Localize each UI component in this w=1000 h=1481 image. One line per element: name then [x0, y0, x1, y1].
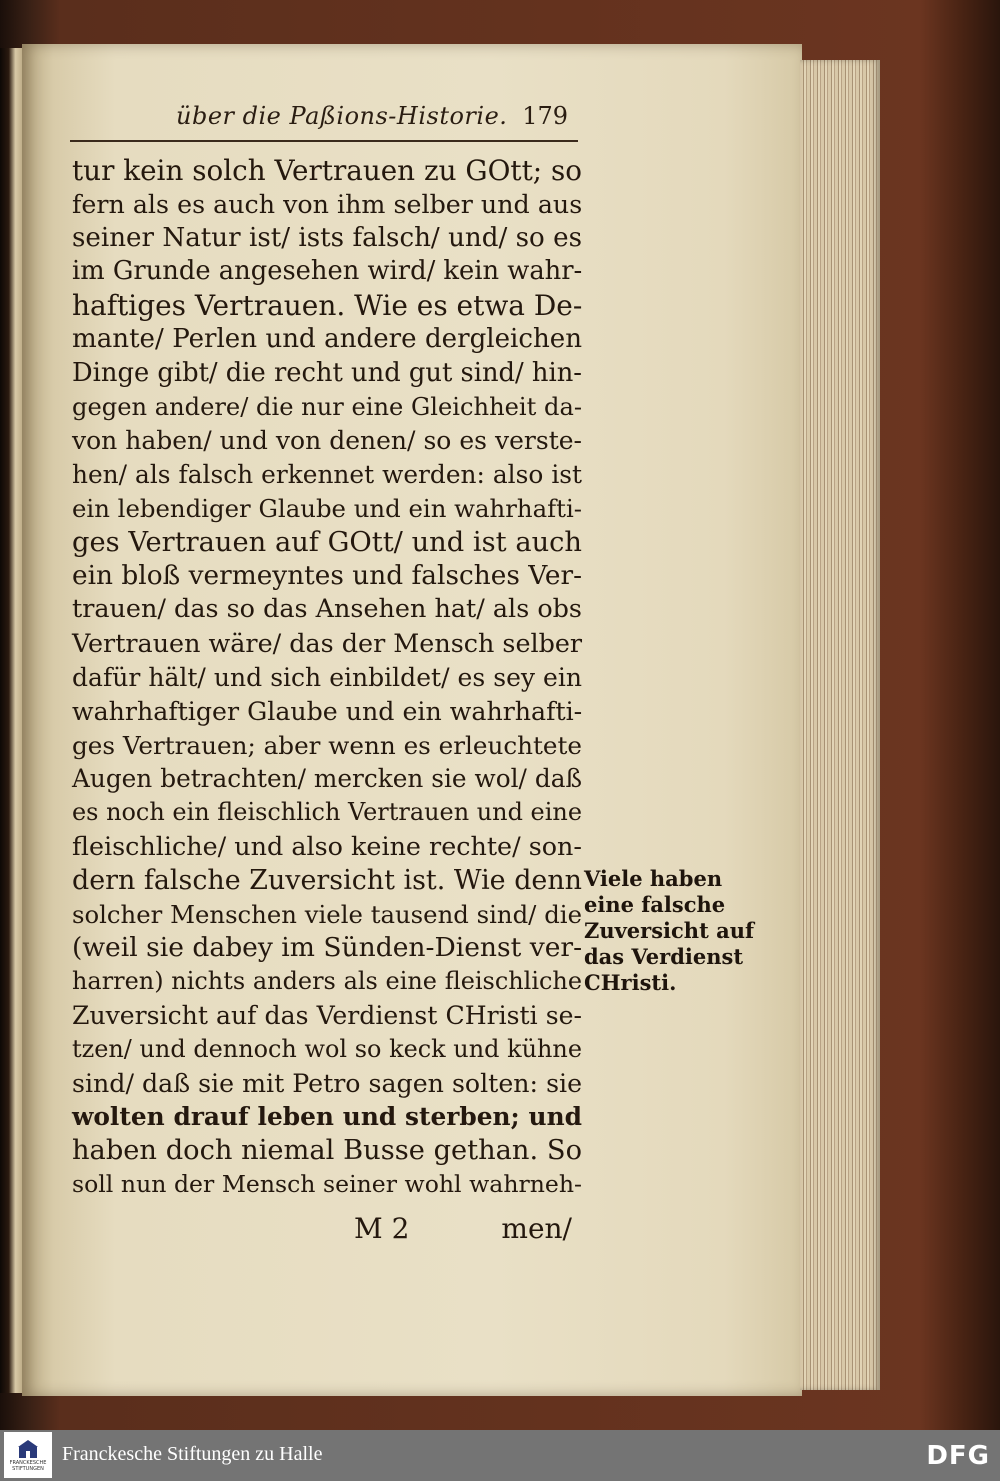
text-line: harren) nichts anders als eine fleischliche — [72, 967, 582, 996]
text-line: hen/ als falsch erkennet werden: also ist — [72, 460, 582, 490]
text-line: haben doch niemal Busse gethan. So — [72, 1135, 582, 1167]
body-text — [72, 154, 582, 1202]
text-line: trauen/ das so das Ansehen hat/ als obs — [72, 594, 582, 625]
text-line: dafür hält/ und sich einbildet/ es sey ein — [72, 662, 582, 692]
text-line: wolten drauf leben und sterben; und — [72, 1102, 582, 1132]
marginal-note-line: CHristi. — [584, 970, 677, 995]
text-line: ein bloß vermeyntes und falsches Ver- — [72, 560, 582, 591]
text-line: haftiges Vertrauen. Wie es etwa De- — [72, 289, 583, 323]
text-line: es noch ein fleischlich Vertrauen und eine — [72, 798, 582, 827]
text-line: ges Vertrauen auf GOtt/ und ist auch — [72, 526, 582, 558]
text-line: ges Vertrauen; aber wenn es erleuchtete — [72, 730, 582, 760]
building-icon — [17, 1438, 39, 1460]
text-line: Augen betrachten/ mercken sie wol/ daß — [72, 764, 582, 794]
text-line: dern falsche Zuversicht ist. Wie denn — [72, 864, 582, 896]
logo-text: FRANCKESCHE STIFTUNGEN — [9, 1460, 47, 1472]
institution-logo — [4, 1432, 52, 1478]
catchword: men/ — [501, 1212, 572, 1245]
marginal-note — [584, 866, 754, 996]
running-title: über die Paßions-Historie. — [176, 102, 508, 130]
text-line: soll nun der Mensch seiner wohl wahrneh- — [72, 1169, 582, 1198]
page-fore-edge — [800, 60, 880, 1390]
page-header — [176, 100, 576, 136]
text-line: fleischliche/ und also keine rechte/ son- — [72, 830, 582, 861]
text-line: fern als es auch von ihm selber und aus — [72, 188, 583, 219]
text-line: wahrhaftiger Glaube und ein wahrhafti- — [72, 696, 583, 726]
left-page-edge — [0, 48, 22, 1393]
marginal-note-line: eine falsche — [584, 892, 726, 917]
text-line: (weil sie dabey im Sünden-Dienst ver- — [72, 932, 583, 964]
text-line: Zuversicht auf das Verdienst CHristi se- — [72, 1000, 582, 1030]
text-line: tzen/ und dennoch wol so keck und kühne — [72, 1034, 582, 1063]
text-line: tur kein solch Vertrauen zu GOtt; so — [72, 154, 582, 187]
page-number: 179 — [522, 102, 568, 130]
text-line: sind/ daß sie mit Petro sagen solten: sie — [72, 1068, 583, 1098]
page-footer — [72, 1212, 582, 1248]
dfg-logo: DFG — [926, 1441, 990, 1471]
marginal-note-line: das Verdienst — [584, 944, 744, 969]
marginal-note-line: Zuversicht auf — [584, 918, 754, 943]
text-line: seiner Natur ist/ ists falsch/ und/ so es — [72, 222, 582, 253]
text-line: Dinge gibt/ die recht und gut sind/ hin- — [72, 357, 582, 388]
header-rule — [70, 140, 578, 142]
text-line: gegen andere/ die nur eine Gleichheit da- — [72, 392, 582, 421]
text-line: im Grunde angesehen wird/ kein wahr- — [72, 256, 583, 287]
institution-name: Franckesche Stiftungen zu Halle — [62, 1443, 323, 1465]
text-line: solcher Menschen viele tausend sind/ die — [72, 899, 582, 929]
text-line: von haben/ und von denen/ so es verste- — [72, 426, 582, 456]
text-line: Vertrauen wäre/ das der Mensch selber — [72, 628, 583, 659]
marginal-note-line: Viele haben — [584, 866, 723, 891]
text-line: ein lebendiger Glaube und ein wahrhafti- — [72, 493, 582, 523]
signature-mark: M 2 — [354, 1212, 410, 1245]
text-line: mante/ Perlen und andere dergleichen — [72, 323, 582, 354]
institution-banner — [0, 1430, 1000, 1481]
